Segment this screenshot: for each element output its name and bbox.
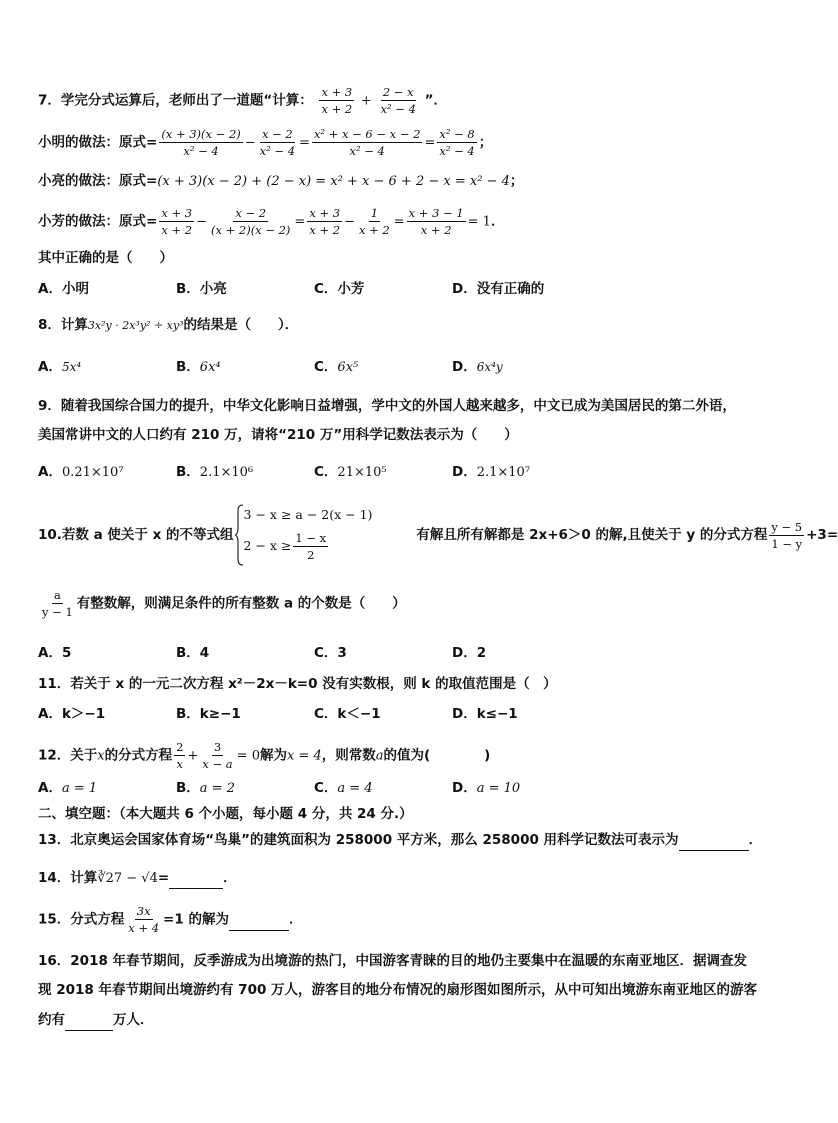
q8-option-d[interactable]: D．6x⁴y — [452, 359, 503, 375]
q11-option-c[interactable]: C．k＜−1 — [314, 706, 381, 722]
q12-prompt: 12．关于x的分式方程 $\frac{2}{x}$ + $\frac{3}{x - a}$ = 0解为x = 4，则常数a的值为( ) — [38, 740, 491, 771]
q10-prompt — [38, 502, 838, 568]
q13-answer-blank[interactable] — [679, 830, 749, 851]
q10-line-2-tail: 有整数解，则满足条件的所有整数 a 的个数是（ ） — [76, 595, 406, 612]
q12-solution-label: 解为 — [259, 747, 287, 764]
q7-option-b[interactable]: B．小亮 — [176, 281, 227, 297]
q12-tail-1: ，则常数 — [321, 747, 376, 764]
q7-xiaoming-frac-4: $\frac{\text{x² − 8}}{\text{x² − 4}}$ — [439, 127, 475, 158]
q16-line-2: 现 2018 年春节期间出境游约有 700 万人，游客目的地分布情况的扇形图如图所示，从中可知出境游东南亚地区的游客 — [38, 982, 758, 998]
q12-solution: x = 4 — [286, 748, 322, 764]
q13-prompt: 13．北京奥运会国家体育场“鸟巢”的建筑面积为 258000 平方米，那么 258000 用科学记数法可表示为 ． — [38, 830, 762, 851]
q16-answer-blank[interactable] — [65, 1010, 113, 1031]
q8-prompt — [38, 315, 298, 336]
q12-mid: 的分式方程 — [104, 747, 173, 764]
q12-lead: 12．关于 — [38, 747, 98, 764]
q10-option-c[interactable]: C．3 — [314, 645, 347, 661]
q15-mid: =1 的解为 — [163, 911, 229, 928]
q8-option-a[interactable]: A．5x⁴ — [38, 359, 82, 375]
q7-xiaofang-frac-1: $\frac{x + 3}{x + 2}$ — [161, 206, 193, 237]
q15-answer-blank[interactable] — [229, 910, 289, 931]
q12-option-d[interactable]: D．a = 10 — [452, 780, 521, 796]
q9-option-a[interactable]: A．0.21×10⁷ — [38, 464, 124, 480]
q7-option-d[interactable]: D．没有正确的 — [452, 281, 545, 297]
q7-fraction-2: $\frac{2 - x}{\text{x² − 4}}$ — [380, 85, 416, 116]
q12-fraction-1: $\frac{2}{x}$ — [176, 740, 184, 771]
q7-xiaoming-frac-2: $\frac{x - 2}{\text{x² − 4}}$ — [259, 127, 296, 158]
q12-variable-x: x — [97, 748, 105, 764]
q14-lead: 14．计算 — [38, 870, 98, 886]
q10-equation-fraction: $\frac{y - 5}{1 - y}$ — [771, 519, 803, 551]
q8-lead: 8．计算 — [38, 317, 88, 333]
q7-lead: 7．学完分式运算后，老师出了一道题“计算： — [38, 92, 313, 109]
q15-lead: 15．分式方程 — [38, 911, 125, 928]
q16-line-1: 16．2018 年春节期间，反季游成为出境游的热门，中国游客青睐的目的地仍主要集中在温暖的东南亚地区．据调查发 — [38, 953, 748, 969]
q15-fraction: $\frac{3x}{x + 4}$ — [128, 904, 160, 935]
q7-xiaoming-frac-3: $\frac{\text{x² + x − 6 − x − 2}}{\text{x² − 4}}$ — [313, 127, 421, 158]
q7-fraction-1: $\frac{x + 3}{x + 2}$ — [321, 85, 353, 116]
q8-option-b[interactable]: B．6x⁴ — [176, 359, 221, 375]
q9-option-d[interactable]: D．2.1×10⁷ — [452, 464, 531, 480]
q9-line-1: 9．随着我国综合国力的提升，中华文化影响日益增强，学中文的外国人越来越多，中文已成为美国居民的第二外语， — [38, 398, 736, 414]
q16-line-3: 约有 万人． — [38, 1010, 154, 1031]
q13-text: 13．北京奥运会国家体育场“鸟巢”的建筑面积为 258000 平方米，那么 258000 用科学记数法可表示为 — [38, 832, 679, 848]
q12-fraction-2: $\frac{3}{x - a}$ — [202, 740, 233, 771]
q9-option-c[interactable]: C．21×10⁵ — [314, 464, 387, 480]
q12-option-c[interactable]: C．a = 4 — [314, 780, 373, 796]
q10-inequality-1: 3 − x ≥ a − 2(x − 1) — [243, 507, 373, 522]
q7-xiaoming-frac-1: $\frac{(x + 3)(x - 2)}{\text{x² − 4}}$ — [161, 127, 241, 158]
q11-option-b[interactable]: B．k≥−1 — [176, 706, 241, 722]
q11-prompt: 11．若关于 x 的一元二次方程 x²－2x－k=0 没有实数根，则 k 的取值范围是（ ） — [38, 676, 557, 692]
q8-option-c[interactable]: C．6x⁵ — [314, 359, 359, 375]
q10-option-b[interactable]: B．4 — [176, 645, 210, 661]
q11-option-d[interactable]: D．k≤−1 — [452, 706, 518, 722]
q7-xiaofang-frac-4: $\frac{1}{x + 2}$ — [358, 206, 390, 237]
q10-inequality-2: 2 − x ≥ $\frac{1 - x}{2}$ — [243, 530, 327, 562]
q12-tail-2: 的值为( ) — [383, 747, 491, 764]
q7-xiaofang-result: = 1 — [467, 214, 491, 230]
section-header-fill-in: 二、填空题：（本大题共 6 个小题，每小题 4 分，共 24 分.） — [38, 806, 413, 822]
q7-xiaoming-method: 小明的做法：原式= $\frac{(x + 3)(x - 2)}{\text{x² − 4}}$ − $\frac{x - 2}{\text{x² − 4}}$ = $\frac{\text{x² + x − 6 − x − 2}}{\text{x² − 4}}$ = $\frac{\text{x² − 8}}{\text{x² − 4}}$ ； — [38, 127, 493, 158]
q10-fraction-a: $\frac{a}{y - 1}$ — [42, 588, 73, 619]
q7-xiaofang-label: 小芳的做法：原式= — [38, 213, 158, 230]
q7-option-c[interactable]: C．小芳 — [314, 281, 365, 297]
q7-option-a[interactable]: A．小明 — [38, 281, 89, 297]
q10-line-2 — [38, 588, 406, 619]
q10-option-a[interactable]: A．5 — [38, 645, 72, 661]
q12-variable-a: a — [375, 748, 384, 764]
q7-tail: ”． — [424, 92, 447, 109]
q8-expression: 3x²y · 2x³y² ÷ xy³ — [87, 319, 184, 332]
q7-xiaoliang-method: 小亮的做法：原式=(x + 3)(x − 2) + (2 − x) = x² + x − 6 + 2 − x = x² − 4； — [38, 173, 524, 189]
q9-option-b[interactable]: B．2.1×10⁶ — [176, 464, 254, 480]
q7-xiaoliang-label: 小亮的做法：原式= — [38, 173, 158, 189]
q14-expression: ∛27 − √4 — [97, 871, 158, 886]
q10-option-d[interactable]: D．2 — [452, 645, 487, 661]
q14-prompt: 14．计算∛27 − √4= ． — [38, 868, 237, 889]
q12-option-b[interactable]: B．a = 2 — [176, 780, 235, 796]
q10-inequality-system — [244, 504, 373, 566]
q10-lead: 10.若数 a 使关于 x 的不等式组 — [38, 527, 234, 543]
q7-xiaoliang-expression: (x + 3)(x − 2) + (2 − x) = x² + x − 6 + 2 − x = x² − 4 — [157, 174, 510, 189]
q12-equals-zero: = 0 — [236, 748, 260, 764]
q7-xiaofang-frac-5: $\frac{x + 3 - 1}{x + 2}$ — [408, 206, 464, 237]
q7-xiaofang-method: 小芳的做法：原式= $\frac{x + 3}{x + 2}$ − $\frac{x - 2}{(x + 2)(x - 2)}$ = $\frac{x + 3}{x + 2}$ − $\frac{1}{x + 2}$ = $\frac{x + 3 - 1}{x + 2}$ = 1． — [38, 206, 505, 237]
q11-option-a[interactable]: A．k＞−1 — [38, 706, 106, 722]
q8-tail: 的结果是（ ）． — [183, 317, 299, 333]
q12-option-a[interactable]: A．a = 1 — [38, 780, 98, 796]
q14-answer-blank[interactable] — [169, 868, 223, 889]
q10-middle-text: 有解且所有解都是 2x+6＞0 的解,且使关于 y 的分式方程 — [416, 527, 768, 543]
q7-question: 其中正确的是（ ） — [38, 250, 173, 266]
q10-equation-tail: +3= — [806, 527, 838, 543]
left-brace-icon — [234, 504, 244, 566]
q7-xiaofang-frac-3: $\frac{x + 3}{x + 2}$ — [309, 206, 341, 237]
q7-prompt: 7．学完分式运算后，老师出了一道题“计算： $\frac{x + 3}{x + 2}$ + $\frac{2 - x}{\text{x² − 4}}$ ”． — [38, 85, 447, 116]
q7-xiaofang-frac-2: $\frac{x - 2}{(x + 2)(x - 2)}$ — [210, 206, 291, 237]
q9-line-2: 美国常讲中文的人口约有 210 万，请将“210 万”用科学记数法表示为（ ） — [38, 427, 518, 443]
q15-prompt: 15．分式方程 $\frac{3x}{x + 4}$ =1 的解为 ． — [38, 904, 303, 935]
q7-xiaoming-label: 小明的做法：原式= — [38, 134, 158, 151]
